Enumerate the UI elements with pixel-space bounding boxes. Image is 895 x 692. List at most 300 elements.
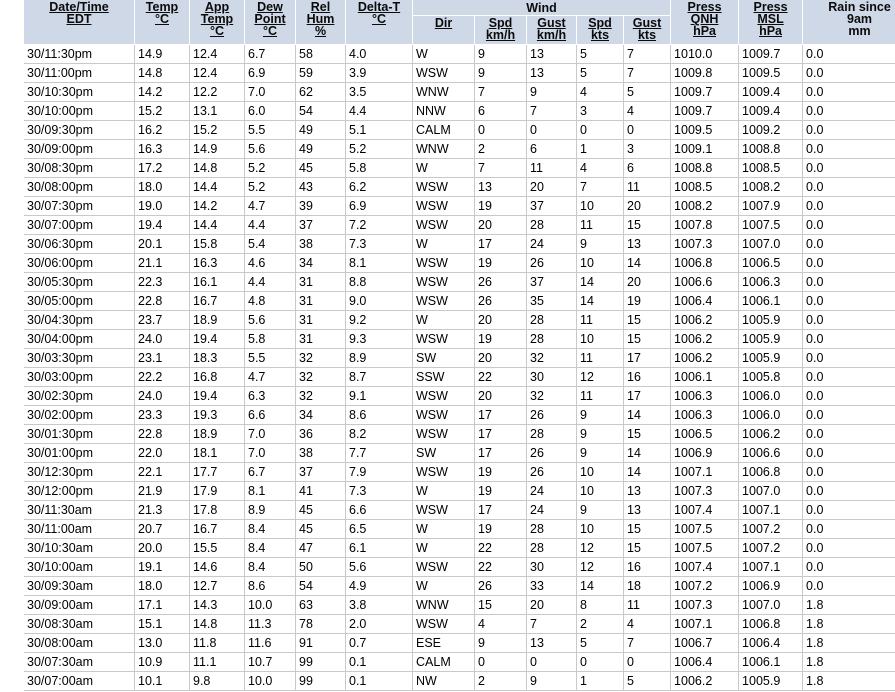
cell-rel-hum: 45 [296, 159, 346, 178]
cell-press-qnh: 1006.7 [671, 634, 739, 653]
table-row [24, 615, 895, 634]
cell-wind-spd-kts: 14 [577, 292, 624, 311]
cell-delta-t: 9.0 [346, 292, 413, 311]
col-rel-hum-header[interactable] [296, 0, 346, 45]
cell-press-qnh: 1007.2 [671, 577, 739, 596]
cell-wind-gust-kmh: 13 [527, 634, 577, 653]
cell-wind-spd-kts: 12 [577, 368, 624, 387]
cell-press-msl: 1007.0 [739, 596, 803, 615]
col-spd-kts-header[interactable] [577, 16, 624, 45]
cell-app-temp: 16.7 [190, 520, 245, 539]
cell-rain: 1.8 [803, 672, 895, 691]
col-rel-hum-label-2: Hum [306, 12, 335, 26]
cell-wind-spd-kts: 10 [577, 463, 624, 482]
cell-app-temp: 12.2 [190, 83, 245, 102]
table-row [24, 330, 895, 349]
cell-wind-gust-kts: 0 [624, 653, 671, 672]
cell-dew-point: 5.5 [245, 121, 296, 140]
cell-wind-spd-kmh: 6 [475, 102, 527, 121]
cell-datetime: 30/10:00am [24, 558, 135, 577]
cell-rain: 0.0 [803, 140, 895, 159]
cell-wind-spd-kts: 4 [577, 83, 624, 102]
table-row [24, 387, 895, 406]
cell-press-qnh: 1009.5 [671, 121, 739, 140]
table-row [24, 197, 895, 216]
cell-delta-t: 6.1 [346, 539, 413, 558]
cell-press-msl: 1007.1 [739, 558, 803, 577]
cell-delta-t: 7.9 [346, 463, 413, 482]
table-row [24, 83, 895, 102]
col-rain-unit: mm [848, 24, 871, 38]
col-dew-point-header[interactable] [245, 0, 296, 45]
col-dir-header[interactable] [413, 16, 475, 45]
cell-wind-gust-kmh: 37 [527, 197, 577, 216]
col-gust-kmh-header[interactable] [527, 16, 577, 45]
cell-wind-spd-kmh: 4 [475, 615, 527, 634]
cell-dew-point: 4.7 [245, 368, 296, 387]
cell-wind-gust-kmh: 24 [527, 482, 577, 501]
cell-wind-spd-kmh: 9 [475, 64, 527, 83]
cell-press-msl: 1006.0 [739, 406, 803, 425]
table-row [24, 482, 895, 501]
cell-wind-dir: WNW [413, 140, 475, 159]
cell-wind-gust-kts: 4 [624, 615, 671, 634]
cell-delta-t: 4.9 [346, 577, 413, 596]
cell-press-msl: 1005.9 [739, 349, 803, 368]
cell-delta-t: 5.2 [346, 140, 413, 159]
col-app-temp-label-1: App [204, 0, 230, 14]
cell-wind-spd-kts: 14 [577, 577, 624, 596]
cell-wind-gust-kmh: 26 [527, 254, 577, 273]
cell-dew-point: 10.7 [245, 653, 296, 672]
cell-wind-gust-kts: 15 [624, 425, 671, 444]
cell-rel-hum: 31 [296, 311, 346, 330]
cell-app-temp: 14.4 [190, 216, 245, 235]
cell-app-temp: 18.9 [190, 425, 245, 444]
cell-app-temp: 19.3 [190, 406, 245, 425]
table-row [24, 463, 895, 482]
table-row [24, 235, 895, 254]
col-rel-hum-label-1: Rel [310, 0, 331, 14]
cell-press-msl: 1007.9 [739, 197, 803, 216]
col-press-msl-label-2: MSL [757, 12, 784, 26]
cell-app-temp: 14.8 [190, 615, 245, 634]
cell-wind-gust-kts: 19 [624, 292, 671, 311]
cell-app-temp: 15.8 [190, 235, 245, 254]
cell-press-msl: 1006.2 [739, 425, 803, 444]
cell-press-msl: 1007.1 [739, 501, 803, 520]
col-dew-point-label-2: Point [254, 12, 286, 26]
cell-delta-t: 6.5 [346, 520, 413, 539]
col-spd-kmh-label: Spd [488, 16, 513, 30]
cell-datetime: 30/03:30pm [24, 349, 135, 368]
cell-temp: 14.2 [135, 83, 190, 102]
cell-rel-hum: 41 [296, 482, 346, 501]
table-row [24, 425, 895, 444]
cell-press-qnh: 1007.8 [671, 216, 739, 235]
cell-rain: 0.0 [803, 159, 895, 178]
cell-wind-dir: CALM [413, 653, 475, 672]
cell-wind-dir: SW [413, 444, 475, 463]
col-spd-kmh-header[interactable] [475, 16, 527, 45]
cell-wind-spd-kmh: 17 [475, 425, 527, 444]
cell-dew-point: 4.8 [245, 292, 296, 311]
cell-wind-dir: WSW [413, 197, 475, 216]
cell-wind-spd-kts: 11 [577, 216, 624, 235]
cell-wind-gust-kmh: 7 [527, 102, 577, 121]
cell-wind-spd-kts: 11 [577, 387, 624, 406]
cell-dew-point: 5.2 [245, 159, 296, 178]
col-datetime-header[interactable] [24, 0, 135, 45]
cell-rain: 0.0 [803, 406, 895, 425]
cell-dew-point: 5.2 [245, 178, 296, 197]
cell-dew-point: 6.7 [245, 463, 296, 482]
cell-delta-t: 4.4 [346, 102, 413, 121]
cell-wind-dir: WSW [413, 558, 475, 577]
cell-datetime: 30/04:00pm [24, 330, 135, 349]
cell-press-qnh: 1007.1 [671, 615, 739, 634]
cell-press-msl: 1009.5 [739, 64, 803, 83]
cell-rain: 0.0 [803, 216, 895, 235]
cell-press-qnh: 1006.9 [671, 444, 739, 463]
cell-wind-spd-kmh: 26 [475, 292, 527, 311]
cell-wind-gust-kts: 14 [624, 254, 671, 273]
cell-wind-spd-kts: 12 [577, 558, 624, 577]
cell-rel-hum: 45 [296, 520, 346, 539]
cell-wind-dir: WNW [413, 83, 475, 102]
cell-temp: 23.3 [135, 406, 190, 425]
cell-wind-gust-kmh: 26 [527, 444, 577, 463]
cell-temp: 14.9 [135, 45, 190, 64]
cell-wind-spd-kmh: 2 [475, 140, 527, 159]
cell-delta-t: 0.1 [346, 672, 413, 691]
cell-wind-spd-kts: 1 [577, 140, 624, 159]
table-row [24, 501, 895, 520]
cell-rain: 1.8 [803, 634, 895, 653]
cell-wind-spd-kmh: 20 [475, 216, 527, 235]
cell-delta-t: 3.9 [346, 64, 413, 83]
cell-delta-t: 7.7 [346, 444, 413, 463]
cell-rain: 0.0 [803, 539, 895, 558]
cell-wind-spd-kts: 5 [577, 45, 624, 64]
cell-app-temp: 17.8 [190, 501, 245, 520]
cell-temp: 19.0 [135, 197, 190, 216]
table-row [24, 140, 895, 159]
cell-delta-t: 9.3 [346, 330, 413, 349]
cell-datetime: 30/07:30am [24, 653, 135, 672]
cell-temp: 22.3 [135, 273, 190, 292]
cell-wind-dir: WSW [413, 254, 475, 273]
cell-app-temp: 18.1 [190, 444, 245, 463]
cell-rel-hum: 43 [296, 178, 346, 197]
cell-press-msl: 1009.7 [739, 45, 803, 64]
cell-temp: 24.0 [135, 387, 190, 406]
cell-wind-gust-kts: 13 [624, 482, 671, 501]
table-row [24, 311, 895, 330]
col-gust-kts-header[interactable] [624, 16, 671, 45]
cell-rain: 0.0 [803, 121, 895, 140]
table-row [24, 672, 895, 691]
col-app-temp-unit: °C [209, 24, 225, 38]
cell-wind-gust-kts: 20 [624, 197, 671, 216]
cell-wind-dir: WSW [413, 387, 475, 406]
cell-wind-spd-kts: 9 [577, 406, 624, 425]
col-delta-t-header[interactable] [346, 0, 413, 45]
cell-wind-dir: W [413, 311, 475, 330]
cell-wind-gust-kts: 6 [624, 159, 671, 178]
cell-rel-hum: 59 [296, 64, 346, 83]
cell-wind-gust-kmh: 24 [527, 501, 577, 520]
col-temp-header[interactable] [135, 0, 190, 45]
cell-wind-dir: W [413, 520, 475, 539]
cell-wind-gust-kmh: 24 [527, 235, 577, 254]
cell-datetime: 30/10:30am [24, 539, 135, 558]
cell-rel-hum: 31 [296, 292, 346, 311]
cell-wind-gust-kts: 17 [624, 387, 671, 406]
cell-wind-gust-kmh: 28 [527, 539, 577, 558]
cell-app-temp: 16.1 [190, 273, 245, 292]
cell-press-msl: 1009.4 [739, 83, 803, 102]
cell-wind-spd-kmh: 7 [475, 159, 527, 178]
col-temp-unit: °C [154, 12, 170, 26]
cell-press-qnh: 1008.5 [671, 178, 739, 197]
cell-dew-point: 4.6 [245, 254, 296, 273]
cell-wind-spd-kmh: 0 [475, 121, 527, 140]
cell-wind-gust-kmh: 13 [527, 64, 577, 83]
cell-wind-gust-kts: 14 [624, 406, 671, 425]
cell-temp: 15.1 [135, 615, 190, 634]
cell-press-msl: 1005.9 [739, 330, 803, 349]
cell-wind-spd-kts: 11 [577, 311, 624, 330]
cell-rel-hum: 34 [296, 254, 346, 273]
cell-delta-t: 9.2 [346, 311, 413, 330]
cell-rain: 0.0 [803, 102, 895, 121]
cell-rel-hum: 39 [296, 197, 346, 216]
cell-press-qnh: 1008.2 [671, 197, 739, 216]
table-row [24, 273, 895, 292]
cell-wind-gust-kts: 15 [624, 520, 671, 539]
cell-rel-hum: 31 [296, 330, 346, 349]
cell-app-temp: 12.4 [190, 45, 245, 64]
col-press-qnh-header[interactable] [671, 0, 739, 45]
cell-wind-spd-kts: 10 [577, 197, 624, 216]
cell-delta-t: 7.3 [346, 235, 413, 254]
cell-dew-point: 6.7 [245, 45, 296, 64]
cell-datetime: 30/06:30pm [24, 235, 135, 254]
col-app-temp-label-2: Temp [200, 12, 234, 26]
cell-delta-t: 7.3 [346, 482, 413, 501]
cell-temp: 19.1 [135, 558, 190, 577]
cell-temp: 16.3 [135, 140, 190, 159]
cell-delta-t: 5.8 [346, 159, 413, 178]
cell-press-qnh: 1006.4 [671, 653, 739, 672]
cell-press-qnh: 1006.2 [671, 311, 739, 330]
col-datetime-label: Date/Time [49, 0, 109, 14]
cell-datetime: 30/11:30pm [24, 45, 135, 64]
cell-rel-hum: 49 [296, 121, 346, 140]
col-press-msl-header[interactable] [739, 0, 803, 45]
cell-rain: 0.0 [803, 83, 895, 102]
cell-app-temp: 14.6 [190, 558, 245, 577]
cell-press-qnh: 1008.8 [671, 159, 739, 178]
cell-delta-t: 0.1 [346, 653, 413, 672]
cell-dew-point: 4.7 [245, 197, 296, 216]
cell-delta-t: 0.7 [346, 634, 413, 653]
cell-wind-spd-kts: 9 [577, 444, 624, 463]
cell-dew-point: 4.4 [245, 216, 296, 235]
cell-app-temp: 13.1 [190, 102, 245, 121]
cell-delta-t: 8.7 [346, 368, 413, 387]
table-row [24, 254, 895, 273]
cell-rain: 0.0 [803, 273, 895, 292]
cell-temp: 18.0 [135, 178, 190, 197]
col-temp-label: Temp [145, 0, 179, 14]
cell-delta-t: 6.9 [346, 197, 413, 216]
cell-wind-spd-kts: 10 [577, 482, 624, 501]
cell-app-temp: 16.8 [190, 368, 245, 387]
cell-wind-spd-kmh: 9 [475, 634, 527, 653]
cell-delta-t: 8.9 [346, 349, 413, 368]
cell-rel-hum: 34 [296, 406, 346, 425]
cell-wind-dir: NW [413, 672, 475, 691]
cell-wind-gust-kmh: 6 [527, 140, 577, 159]
cell-wind-spd-kmh: 13 [475, 178, 527, 197]
cell-rain: 0.0 [803, 558, 895, 577]
cell-press-msl: 1009.2 [739, 121, 803, 140]
cell-dew-point: 8.9 [245, 501, 296, 520]
cell-datetime: 30/09:00am [24, 596, 135, 615]
cell-wind-dir: WSW [413, 425, 475, 444]
cell-rain: 0.0 [803, 178, 895, 197]
cell-wind-spd-kmh: 0 [475, 653, 527, 672]
cell-wind-gust-kts: 15 [624, 330, 671, 349]
cell-rain: 0.0 [803, 368, 895, 387]
cell-wind-spd-kts: 4 [577, 159, 624, 178]
cell-rel-hum: 32 [296, 387, 346, 406]
cell-rain: 0.0 [803, 501, 895, 520]
cell-wind-gust-kmh: 28 [527, 216, 577, 235]
cell-temp: 17.1 [135, 596, 190, 615]
table-row [24, 178, 895, 197]
table-row [24, 368, 895, 387]
table-row [24, 596, 895, 615]
cell-wind-dir: WSW [413, 615, 475, 634]
table-row [24, 102, 895, 121]
col-press-msl-unit: hPa [759, 24, 783, 38]
cell-dew-point: 4.4 [245, 273, 296, 292]
cell-press-msl: 1008.2 [739, 178, 803, 197]
cell-app-temp: 14.2 [190, 197, 245, 216]
cell-wind-dir: W [413, 577, 475, 596]
cell-wind-dir: WSW [413, 463, 475, 482]
cell-dew-point: 5.6 [245, 140, 296, 159]
cell-press-msl: 1005.8 [739, 368, 803, 387]
cell-wind-spd-kmh: 19 [475, 197, 527, 216]
col-spd-kts-label: Spd [588, 16, 612, 30]
cell-press-msl: 1007.0 [739, 482, 803, 501]
cell-wind-gust-kts: 16 [624, 558, 671, 577]
cell-wind-spd-kmh: 22 [475, 368, 527, 387]
table-row [24, 577, 895, 596]
cell-wind-gust-kmh: 11 [527, 159, 577, 178]
cell-delta-t: 8.2 [346, 425, 413, 444]
cell-app-temp: 9.8 [190, 672, 245, 691]
cell-press-msl: 1006.1 [739, 653, 803, 672]
cell-dew-point: 5.5 [245, 349, 296, 368]
cell-dew-point: 11.6 [245, 634, 296, 653]
cell-press-qnh: 1006.3 [671, 406, 739, 425]
cell-dew-point: 5.8 [245, 330, 296, 349]
col-app-temp-header[interactable] [190, 0, 245, 45]
cell-wind-gust-kmh: 28 [527, 311, 577, 330]
cell-press-msl: 1006.5 [739, 254, 803, 273]
cell-wind-gust-kts: 0 [624, 121, 671, 140]
col-delta-t-unit: °C [371, 12, 387, 26]
cell-rain: 0.0 [803, 444, 895, 463]
col-press-msl-label-1: Press [753, 0, 788, 14]
cell-wind-spd-kmh: 26 [475, 273, 527, 292]
cell-app-temp: 17.9 [190, 482, 245, 501]
cell-temp: 19.4 [135, 216, 190, 235]
cell-dew-point: 8.4 [245, 520, 296, 539]
cell-temp: 21.1 [135, 254, 190, 273]
cell-temp: 22.8 [135, 425, 190, 444]
cell-dew-point: 8.1 [245, 482, 296, 501]
cell-rain: 0.0 [803, 577, 895, 596]
cell-wind-dir: W [413, 159, 475, 178]
cell-rel-hum: 38 [296, 444, 346, 463]
cell-wind-gust-kmh: 35 [527, 292, 577, 311]
cell-datetime: 30/11:30am [24, 501, 135, 520]
cell-datetime: 30/11:00pm [24, 64, 135, 83]
cell-press-msl: 1006.4 [739, 634, 803, 653]
cell-wind-spd-kmh: 17 [475, 235, 527, 254]
cell-press-msl: 1005.9 [739, 672, 803, 691]
cell-temp: 20.0 [135, 539, 190, 558]
cell-app-temp: 15.2 [190, 121, 245, 140]
col-datetime-unit: EDT [66, 12, 92, 26]
cell-datetime: 30/08:30am [24, 615, 135, 634]
cell-rain: 0.0 [803, 235, 895, 254]
cell-wind-spd-kts: 8 [577, 596, 624, 615]
cell-wind-dir: W [413, 45, 475, 64]
cell-app-temp: 12.7 [190, 577, 245, 596]
cell-app-temp: 14.9 [190, 140, 245, 159]
cell-wind-spd-kts: 14 [577, 273, 624, 292]
table-row [24, 159, 895, 178]
cell-wind-spd-kmh: 19 [475, 254, 527, 273]
cell-dew-point: 8.6 [245, 577, 296, 596]
cell-rel-hum: 45 [296, 501, 346, 520]
col-gust-kmh-unit: km/h [536, 28, 567, 42]
cell-wind-spd-kmh: 22 [475, 558, 527, 577]
cell-rain: 0.0 [803, 482, 895, 501]
cell-delta-t: 8.1 [346, 254, 413, 273]
col-gust-kts-label: Gust [632, 16, 662, 30]
cell-wind-spd-kmh: 20 [475, 311, 527, 330]
cell-delta-t: 3.5 [346, 83, 413, 102]
cell-datetime: 30/11:00am [24, 520, 135, 539]
cell-press-qnh: 1007.3 [671, 235, 739, 254]
cell-wind-gust-kmh: 33 [527, 577, 577, 596]
cell-press-qnh: 1006.1 [671, 368, 739, 387]
cell-rain: 0.0 [803, 311, 895, 330]
cell-wind-dir: NNW [413, 102, 475, 121]
cell-app-temp: 14.4 [190, 178, 245, 197]
cell-press-qnh: 1007.3 [671, 482, 739, 501]
cell-wind-spd-kts: 5 [577, 64, 624, 83]
cell-rel-hum: 37 [296, 216, 346, 235]
